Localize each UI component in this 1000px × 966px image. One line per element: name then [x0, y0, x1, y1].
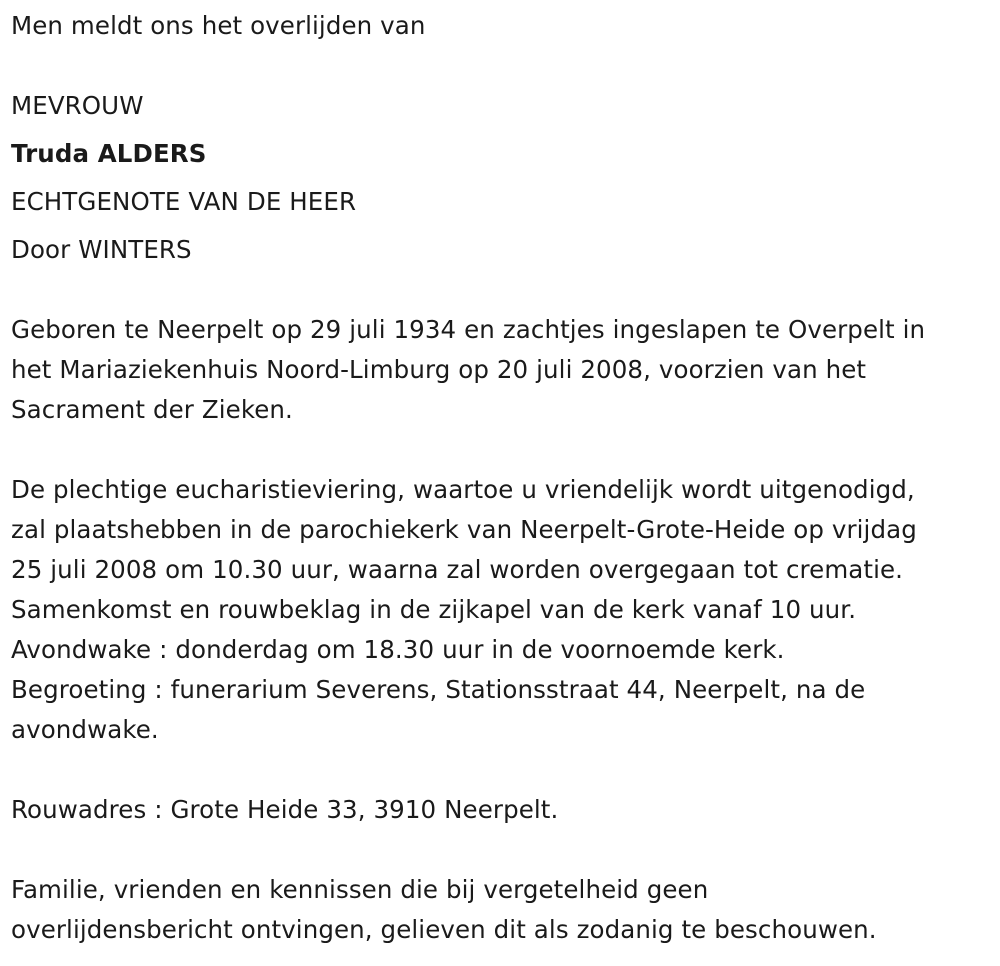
service-paragraph-line: zal plaatshebben in de parochiekerk van Neerpelt-Grote-Heide op vrijdag	[11, 515, 917, 544]
service-paragraph-line: Samenkomst en rouwbeklag in de zijkapel van de kerk vanaf 10 uur.	[11, 595, 857, 624]
spouse-name: Door WINTERS	[11, 235, 192, 264]
mourning-address: Rouwadres : Grote Heide 33, 3910 Neerpelt.	[11, 795, 559, 824]
birth-paragraph-line: Sacrament der Zieken.	[11, 395, 293, 424]
service-paragraph-line: avondwake.	[11, 715, 159, 744]
spouse-label: ECHTGENOTE VAN DE HEER	[11, 187, 357, 216]
birth-paragraph-line: Geboren te Neerpelt op 29 juli 1934 en zachtjes ingeslapen te Overpelt in	[11, 315, 926, 344]
birth-paragraph-line: het Mariaziekenhuis Noord-Limburg op 20 juli 2008, voorzien van het	[11, 355, 867, 384]
honorific: MEVROUW	[11, 91, 144, 120]
deceased-name: Truda ALDERS	[11, 139, 207, 168]
closing-paragraph-line: Familie, vrienden en kennissen die bij vergetelheid geen	[11, 875, 709, 904]
intro-line: Men meldt ons het overlijden van	[11, 11, 426, 40]
service-paragraph-line: 25 juli 2008 om 10.30 uur, waarna zal worden overgegaan tot crematie.	[11, 555, 904, 584]
service-paragraph-line: Avondwake : donderdag om 18.30 uur in de voornoemde kerk.	[11, 635, 785, 664]
service-paragraph-line: Begroeting : funerarium Severens, Stationsstraat 44, Neerpelt, na de	[11, 675, 866, 704]
service-paragraph-line: De plechtige eucharistieviering, waartoe u vriendelijk wordt uitgenodigd,	[11, 475, 915, 504]
closing-paragraph-line: overlijdensbericht ontvingen, gelieven dit als zodanig te beschouwen.	[11, 915, 877, 944]
